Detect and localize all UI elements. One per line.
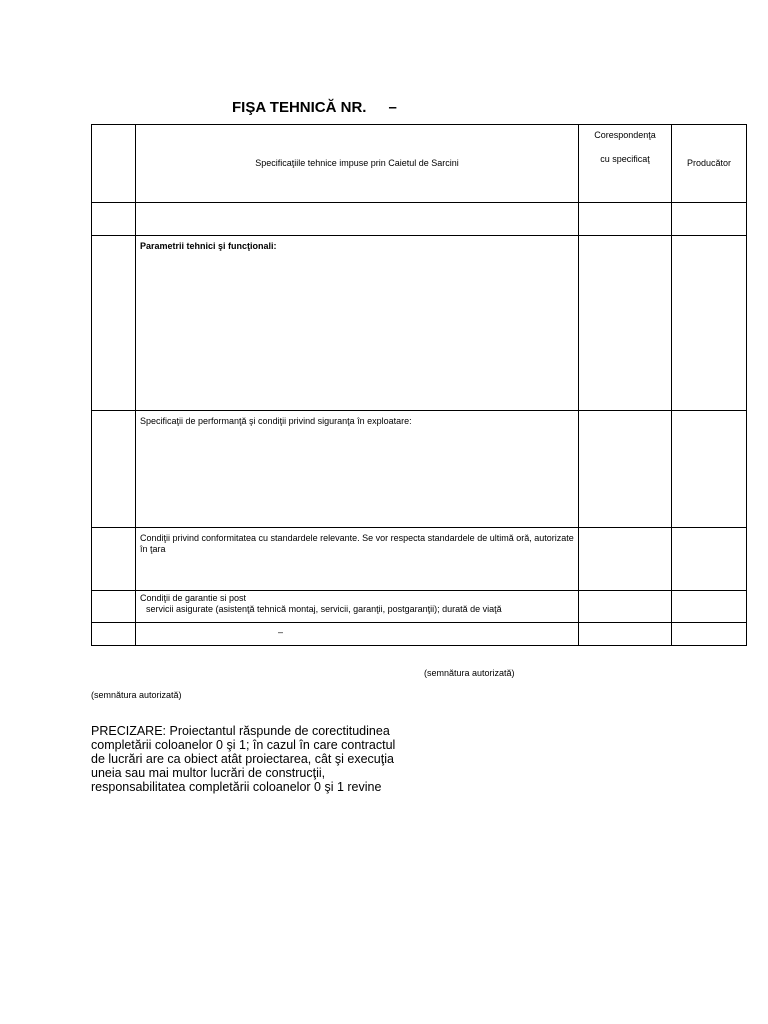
table-row-warranty	[92, 591, 747, 623]
table-cell	[579, 623, 672, 646]
table-row-last	[92, 623, 747, 646]
table-cell	[92, 236, 136, 411]
table-row-performance	[92, 411, 747, 528]
table-row-technical-params	[92, 236, 747, 411]
table-cell	[92, 203, 136, 236]
table-cell	[136, 623, 579, 646]
warranty-label	[136, 591, 578, 615]
table-row-conformity	[92, 528, 747, 591]
note-line: de lucrări are ca obiect atât proiectarea, cât şi execuţia	[91, 752, 394, 766]
table-cell	[136, 236, 579, 411]
spec-table	[91, 124, 747, 646]
table-cell	[92, 591, 136, 623]
table-cell	[92, 411, 136, 528]
table-cell	[672, 528, 747, 591]
table-cell	[92, 623, 136, 646]
table-row-empty	[92, 203, 747, 236]
table-cell	[579, 236, 672, 411]
table-cell	[136, 591, 579, 623]
table-cell	[579, 528, 672, 591]
table-cell	[579, 591, 672, 623]
note-line: completării coloanelor 0 şi 1; în cazul în care contractul	[91, 738, 396, 752]
correspondence-header-line1: Corespondenţa	[594, 130, 656, 140]
performance-label: Specificaţii de performanţă şi condiţii privind siguranţa în exploatare:	[140, 416, 412, 426]
table-cell	[136, 411, 579, 528]
note-paragraph	[91, 724, 431, 794]
table-cell	[579, 203, 672, 236]
index-header-cell	[92, 125, 136, 203]
title-dash: –	[388, 99, 397, 116]
technical-params-label: Parametrii tehnici şi funcţionali:	[140, 241, 277, 251]
title-text: FIŞA TEHNICĂ NR.	[232, 99, 367, 116]
note-line: responsabilitatea completării coloanelor 0 şi 1 revine	[91, 780, 382, 794]
warranty-line2: servicii asigurate (asistenţă tehnică montaj, servicii, garanţii, postgaranţii); durată de viaţă	[146, 604, 502, 614]
conformity-label: Condiţii privind conformitatea cu standardele relevante. Se vor respecta standardele de ultimă oră, autorizate în ţara	[140, 533, 574, 554]
correspondence-header-cell	[579, 125, 672, 203]
table-header-row	[92, 125, 747, 203]
document-title	[232, 99, 397, 116]
correspondence-header-line2: cu specificaţ	[600, 154, 650, 164]
producer-header-cell	[672, 125, 747, 203]
specs-header-cell	[136, 125, 579, 203]
table-cell	[92, 528, 136, 591]
table-cell	[672, 203, 747, 236]
table-cell	[579, 411, 672, 528]
producer-header-label: Producător	[686, 158, 732, 168]
table-cell	[672, 623, 747, 646]
table-cell	[136, 203, 579, 236]
specs-header-label: Specificaţiile tehnice impuse prin Caietul de Sarcini	[255, 158, 459, 168]
table-cell	[136, 528, 579, 591]
table-cell	[672, 591, 747, 623]
signature-right: (semnătura autorizată)	[424, 668, 515, 678]
warranty-line1: Condiţii de garantie si post	[140, 593, 247, 603]
note-line: uneia sau mai multor lucrări de construcţii,	[91, 766, 326, 780]
note-line: PRECIZARE: Proiectantul răspunde de corectitudinea	[91, 724, 390, 738]
last-row-dash: –	[278, 627, 284, 637]
table-cell	[672, 411, 747, 528]
table-cell	[672, 236, 747, 411]
signature-left: (semnătura autorizată)	[91, 690, 182, 700]
